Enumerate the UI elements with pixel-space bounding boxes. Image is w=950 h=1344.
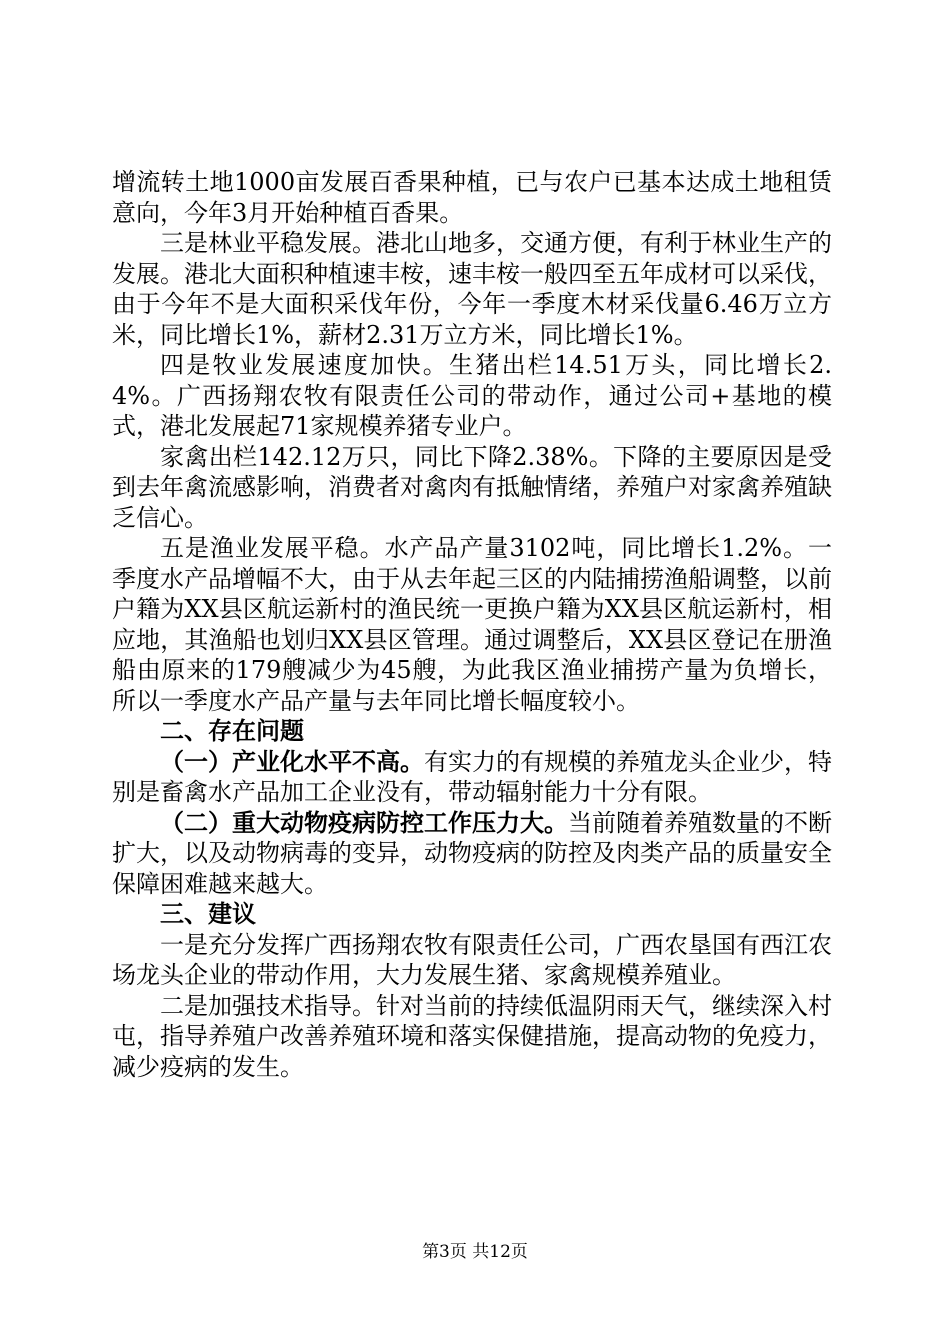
problem-item-2-lead: （二）重大动物疫病防控工作压力大。 — [160, 807, 568, 837]
suggestion-item-1: 一是充分发挥广西扬翔农牧有限责任公司，广西农垦国有西江农场龙头企业的带动作用，大力发展生猪、家禽规模养殖业。 — [112, 930, 832, 989]
page-number-footer: 第3页 共12页 — [422, 1242, 528, 1262]
problem-item-2 — [112, 808, 832, 900]
section-heading-suggestions: 三、建议 — [160, 899, 256, 928]
problem-item-2-text: 当前随着养殖数量的不断扩大，以及动物病毒的变异，动物疫病的防控及肉类产品的质量安全保障困难越来越大。 — [112, 808, 832, 898]
suggestion-item-2: 二是加强技术指导。针对当前的持续低温阴雨天气，继续深入村屯，指导养殖户改善养殖环境和落实保健措施，提高动物的免疫力，减少疫病的发生。 — [112, 991, 832, 1081]
paragraph-forestry: 三是林业平稳发展。港北山地多，交通方便，有利于林业生产的发展。港北大面积种植速丰桉，速丰桉一般四至五年成材可以采伐，由于今年不是大面积采伐年份，今年一季度木材采伐量6.46万立方米，同比增长1%，薪材2.31万立方米，同比增长1%。 — [112, 229, 832, 349]
problem-item-1-text: 有实力的有规模的养殖龙头企业少，特别是畜禽水产品加工企业没有，带动辐射能力十分有限。 — [112, 747, 832, 806]
problem-item-1 — [112, 747, 832, 808]
section-heading-problems: 二、存在问题 — [160, 716, 304, 745]
document-body — [112, 167, 832, 1082]
paragraph-fishery: 五是渔业发展平稳。水产品产量3102吨，同比增长1.2%。一季度水产品增幅不大，由于从去年起三区的内陆捕捞渔船调整，以前户籍为XX县区航运新村的渔民统一更换户籍为XX县区航运新村，相应地，其渔船也划归XX县区管理。通过调整后，XX县区登记在册渔船由原来的179艘减少为45艘，为此我区渔业捕捞产量为负增长，所以一季度水产品产量与去年同比增长幅度较小。 — [112, 534, 832, 715]
paragraph-continuation: 增流转土地1000亩发展百香果种植，已与农户已基本达成土地租赁意向，今年3月开始种植百香果。 — [112, 168, 832, 227]
paragraph-poultry: 家禽出栏142.12万只，同比下降2.38%。下降的主要原因是受到去年禽流感影响，消费者对禽肉有抵触情绪，养殖户对家禽养殖缺乏信心。 — [112, 442, 832, 532]
problem-item-1-lead: （一）产业化水平不高。 — [160, 746, 424, 776]
paragraph-livestock: 四是牧业发展速度加快。生猪出栏14.51万头，同比增长2.4%。广西扬翔农牧有限责任公司的带动作，通过公司+基地的模式，港北发展起71家规模养猪专业户。 — [112, 351, 832, 440]
